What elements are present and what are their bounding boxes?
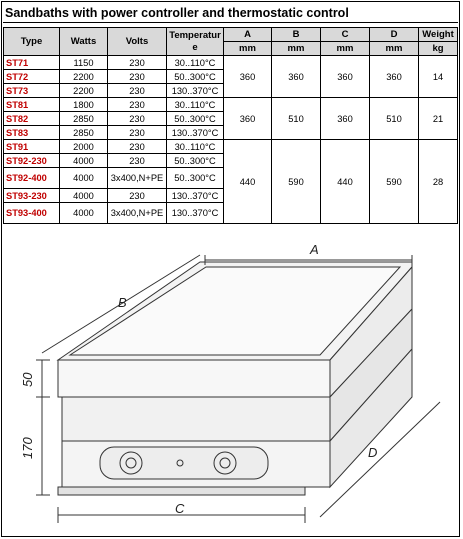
- model-cell: ST91: [4, 140, 60, 154]
- temp-cell: 130..370°C: [167, 203, 224, 224]
- dim-label-50: 50: [20, 372, 35, 387]
- dim-label-d: D: [368, 445, 378, 460]
- col-header-d: D: [370, 28, 419, 42]
- body-upper-band: [62, 397, 330, 441]
- watts-cell: 2200: [60, 84, 108, 98]
- temp-cell: 130..370°C: [167, 126, 224, 140]
- volts-cell: 230: [108, 154, 167, 168]
- temp-cell: 130..370°C: [167, 84, 224, 98]
- watts-cell: 4000: [60, 189, 108, 203]
- dim-c-cell: 360: [321, 56, 370, 98]
- watts-cell: 2200: [60, 70, 108, 84]
- watts-cell: 2000: [60, 140, 108, 154]
- col-header-a: A: [224, 28, 272, 42]
- model-cell: ST93-400: [4, 203, 60, 224]
- page-title: Sandbaths with power controller and thermostatic control: [3, 3, 458, 23]
- sandbath-dimension-diagram: [0, 237, 463, 537]
- table-row: [4, 140, 458, 154]
- temp-cell: 50..300°C: [167, 112, 224, 126]
- volts-cell: 230: [108, 98, 167, 112]
- volts-cell: 230: [108, 140, 167, 154]
- col-header-weight: Weight: [419, 28, 458, 42]
- unit-b: mm: [272, 42, 321, 56]
- model-cell: ST73: [4, 84, 60, 98]
- col-header-watts: Watts: [60, 28, 108, 56]
- weight-cell: 14: [419, 56, 458, 98]
- temp-cell: 50..300°C: [167, 154, 224, 168]
- weight-cell: 21: [419, 98, 458, 140]
- weight-cell: 28: [419, 140, 458, 224]
- watts-cell: 1150: [60, 56, 108, 70]
- model-cell: ST81: [4, 98, 60, 112]
- volts-cell: 3x400,N+PE: [108, 203, 167, 224]
- control-panel: [100, 447, 268, 479]
- watts-cell: 4000: [60, 154, 108, 168]
- table-header-row: [4, 28, 458, 42]
- dim-a-cell: 360: [224, 98, 272, 140]
- dim-b-cell: 360: [272, 56, 321, 98]
- dim-label-a: A: [310, 242, 319, 257]
- spec-table: [3, 27, 458, 224]
- col-header-volts: Volts: [108, 28, 167, 56]
- dim-d-cell: 590: [370, 140, 419, 224]
- table-row: [4, 56, 458, 70]
- body-base: [58, 487, 305, 495]
- dim-label-b: B: [118, 295, 127, 310]
- volts-cell: 230: [108, 84, 167, 98]
- temp-cell: 30..110°C: [167, 98, 224, 112]
- col-header-c: C: [321, 28, 370, 42]
- temp-cell: 130..370°C: [167, 189, 224, 203]
- volts-cell: 230: [108, 56, 167, 70]
- unit-weight: kg: [419, 42, 458, 56]
- unit-a: mm: [224, 42, 272, 56]
- col-header-b: B: [272, 28, 321, 42]
- dim-b-cell: 510: [272, 98, 321, 140]
- volts-cell: 230: [108, 70, 167, 84]
- dim-a-cell: 440: [224, 140, 272, 224]
- volts-cell: 230: [108, 126, 167, 140]
- watts-cell: 1800: [60, 98, 108, 112]
- tray-front: [58, 360, 330, 397]
- unit-c: mm: [321, 42, 370, 56]
- temp-cell: 50..300°C: [167, 70, 224, 84]
- model-cell: ST72: [4, 70, 60, 84]
- dim-c-cell: 440: [321, 140, 370, 224]
- model-cell: ST83: [4, 126, 60, 140]
- watts-cell: 2850: [60, 126, 108, 140]
- temp-cell: 50..300°C: [167, 168, 224, 189]
- dim-c-cell: 360: [321, 98, 370, 140]
- temp-cell: 30..110°C: [167, 56, 224, 70]
- model-cell: ST92-230: [4, 154, 60, 168]
- volts-cell: 230: [108, 189, 167, 203]
- dim-label-170: 170: [20, 437, 35, 459]
- col-header-temperature: Temperatur e: [167, 28, 224, 56]
- volts-cell: 3x400,N+PE: [108, 168, 167, 189]
- unit-d: mm: [370, 42, 419, 56]
- dim-d-cell: 510: [370, 98, 419, 140]
- model-cell: ST92-400: [4, 168, 60, 189]
- volts-cell: 230: [108, 112, 167, 126]
- model-cell: ST71: [4, 56, 60, 70]
- dim-label-c: C: [175, 501, 185, 516]
- dim-a-cell: 360: [224, 56, 272, 98]
- watts-cell: 4000: [60, 203, 108, 224]
- watts-cell: 4000: [60, 168, 108, 189]
- dim-b-cell: 590: [272, 140, 321, 224]
- temp-cell: 30..110°C: [167, 140, 224, 154]
- model-cell: ST93-230: [4, 189, 60, 203]
- dim-d-cell: 360: [370, 56, 419, 98]
- col-header-type: Type: [4, 28, 60, 56]
- watts-cell: 2850: [60, 112, 108, 126]
- table-row: [4, 98, 458, 112]
- model-cell: ST82: [4, 112, 60, 126]
